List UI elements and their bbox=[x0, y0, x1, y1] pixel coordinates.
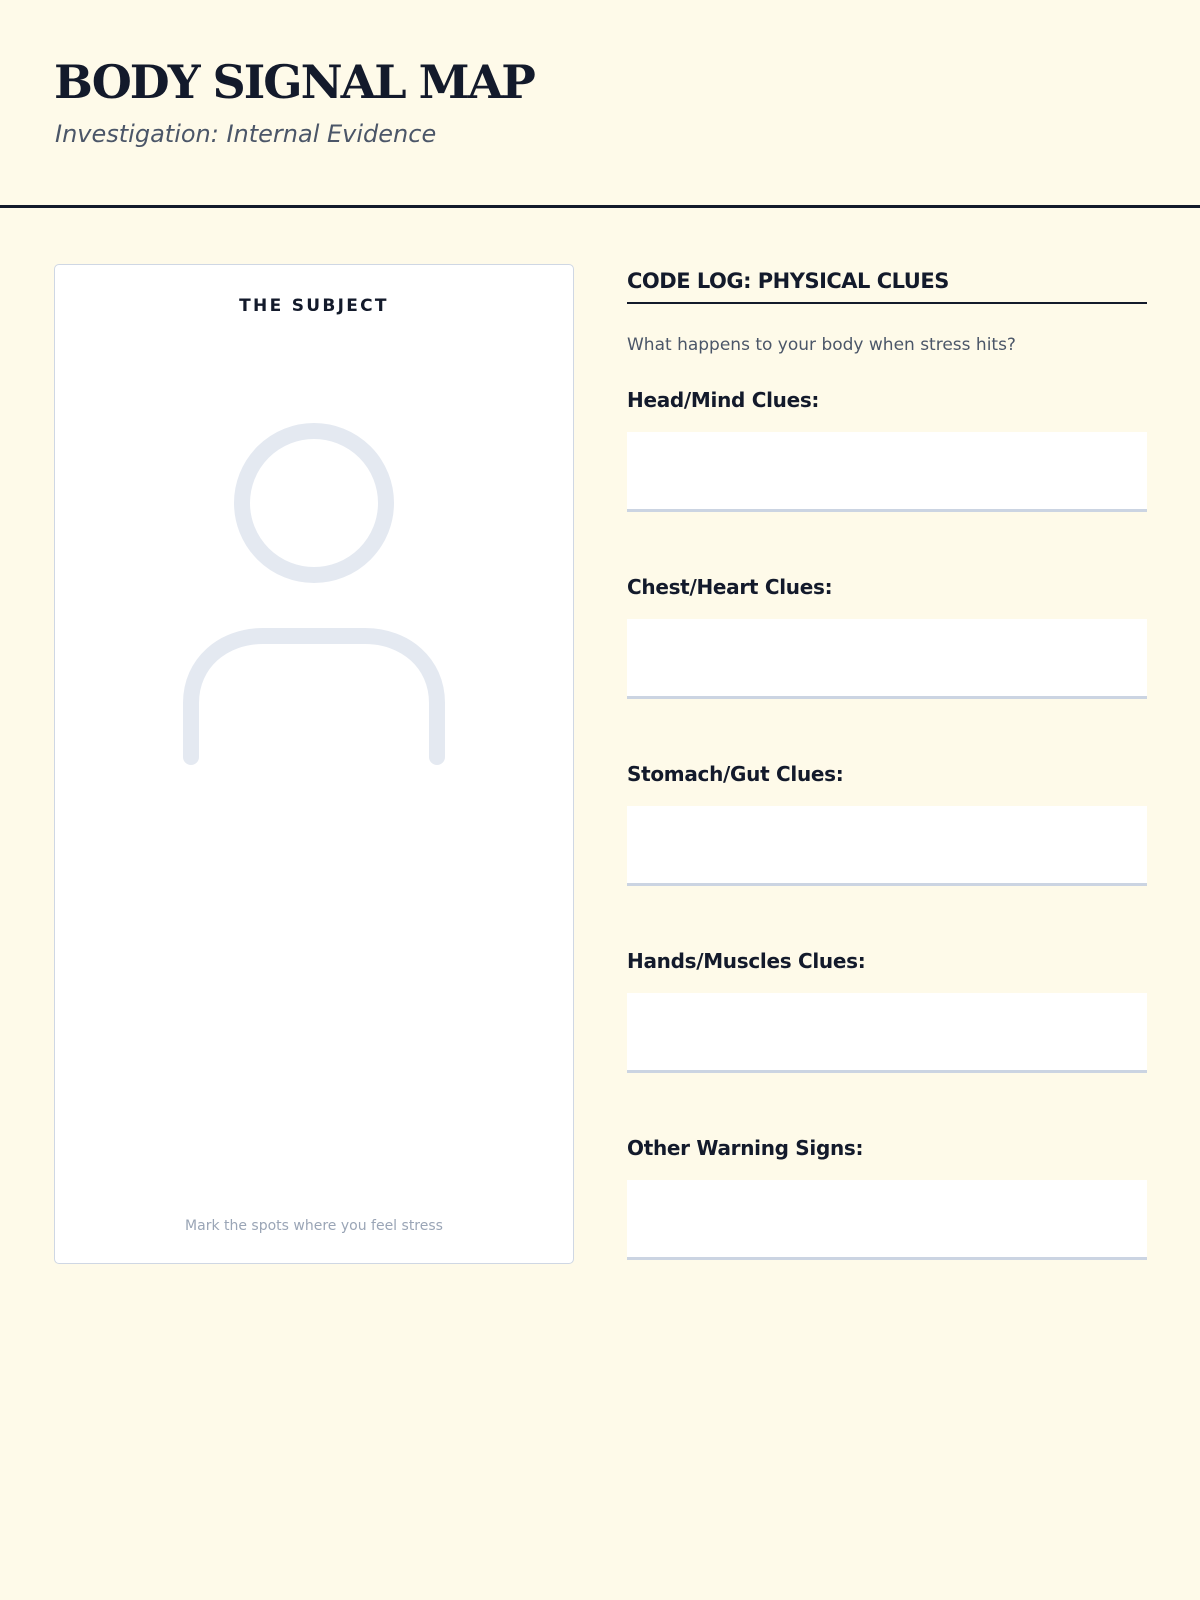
clue-field-group-other-warning bbox=[627, 1135, 1147, 1260]
clue-label-head-mind: Head/Mind Clues: bbox=[627, 388, 820, 412]
hands-muscles-clues-input[interactable] bbox=[627, 993, 1147, 1073]
clue-label-other-warning: Other Warning Signs: bbox=[627, 1136, 864, 1160]
page-subtitle: Investigation: Internal Evidence bbox=[55, 120, 437, 148]
clue-label-stomach-gut: Stomach/Gut Clues: bbox=[627, 762, 844, 786]
code-log-question: What happens to your body when stress hits? bbox=[627, 335, 1016, 355]
clue-label-chest-heart: Chest/Heart Clues: bbox=[627, 575, 833, 599]
clue-field-group-hands-muscles bbox=[627, 948, 1147, 1073]
subject-card-title: THE SUBJECT bbox=[239, 296, 389, 316]
clue-field-group-chest-heart bbox=[627, 574, 1147, 699]
other-warning-signs-input[interactable] bbox=[627, 1180, 1147, 1260]
code-log-section bbox=[627, 264, 1147, 1260]
code-log-heading: CODE LOG: PHYSICAL CLUES bbox=[627, 264, 1147, 304]
page-header bbox=[0, 0, 1200, 208]
chest-heart-clues-input[interactable] bbox=[627, 619, 1147, 699]
person-head-outline bbox=[242, 431, 386, 575]
clue-field-group-head-mind bbox=[627, 387, 1147, 512]
page-title: BODY SIGNAL MAP bbox=[54, 55, 534, 109]
person-shoulders-outline bbox=[191, 636, 437, 757]
person-outline-icon bbox=[181, 423, 447, 765]
stomach-gut-clues-input[interactable] bbox=[627, 806, 1147, 886]
clue-field-group-stomach-gut bbox=[627, 761, 1147, 886]
head-mind-clues-input[interactable] bbox=[627, 432, 1147, 512]
subject-card-hint: Mark the spots where you feel stress bbox=[185, 1218, 443, 1234]
clue-label-hands-muscles: Hands/Muscles Clues: bbox=[627, 949, 866, 973]
subject-card bbox=[54, 264, 574, 1264]
